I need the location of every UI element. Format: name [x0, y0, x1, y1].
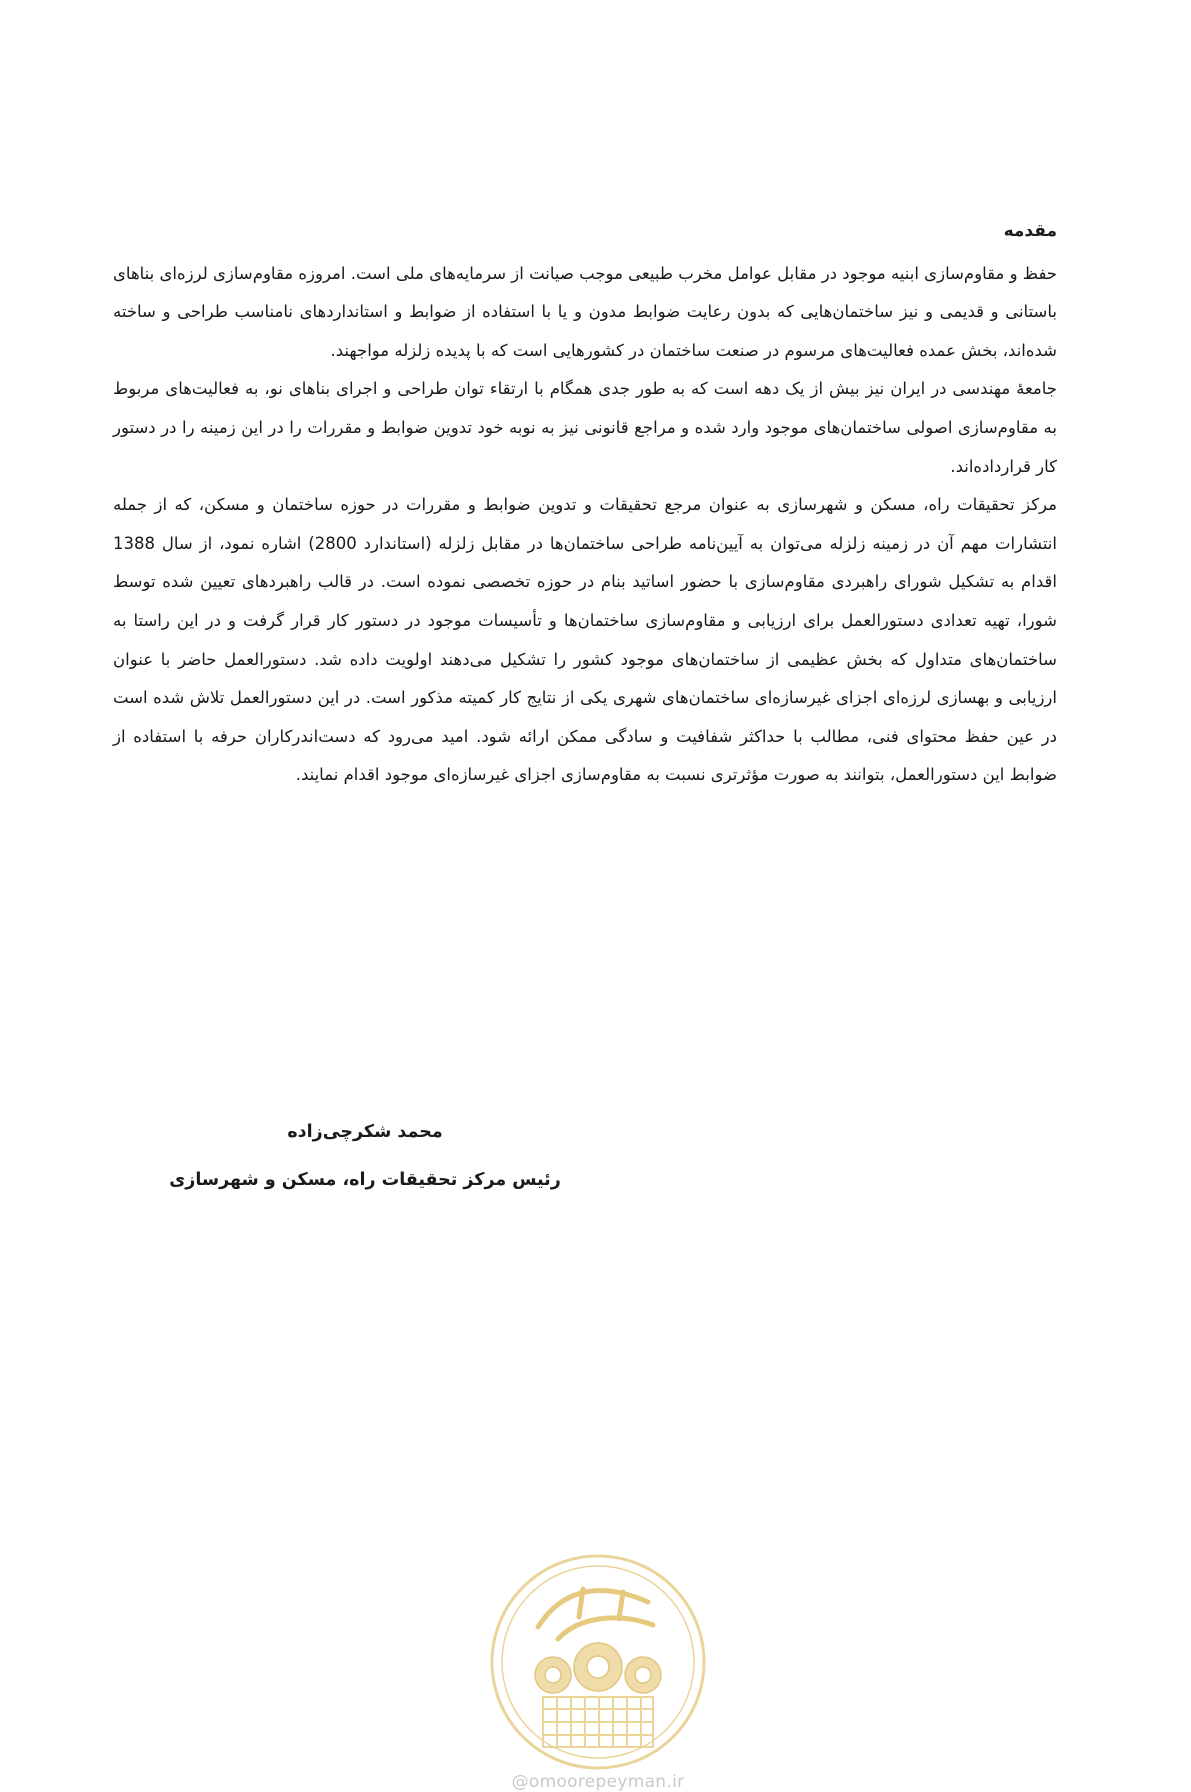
section-heading: مقدمه	[1003, 221, 1057, 241]
signatory-title: رئیس مرکز تحقیقات راه، مسکن و شهرسازی	[169, 1170, 561, 1190]
paragraph-3: مرکز تحقیقات راه، مسکن و شهرسازی به عنوان مرجع تحقیقات و تدوین ضوابط و مقررات در حوزه ساختمان و مسکن، که از جمله انتشارات مهم آن در زمینه زلزله می‌توان به آیین‌نامه طراحی ساختمان‌ها در مقابل زلزله (استاندارد 2800) اشاره نمود، از سال 1388 اقدام به تشکیل شورای راهبردی مقاوم‌سازی با حضور اساتید بنام در حوزه تخصصی نموده است. در قالب راهبردهای تعیین شده توسط شورا، تهیه تعدادی دستورالعمل برای ارزیابی و مقاوم‌سازی ساختمان‌ها و تأسیسات موجود در دستور کار قرار گرفت و در این راستا به ساختمان‌های متداول که بخش عظیمی از ساختمان‌های موجود کشور را تشکیل می‌دهند اولویت داده شد. دستورالعمل حاضر با عنوان ارزیابی و بهسازی لرزه‌ای اجزای غیرسازه‌ای ساختمان‌های شهری یکی از نتایج کار کمیته مذکور است. در این دستورالعمل تلاش شده است در عین حفظ محتوای فنی، مطالب با حداکثر شفافیت و سادگی ممکن ارائه شود. امید می‌رود که دست‌اندرکاران حرفه با استفاده از ضوابط این دستورالعمل، بتوانند به صورت مؤثرتری نسبت به مقاوم‌سازی اجزای غیرسازه‌ای موجود اقدام نمایند.	[113, 495, 1057, 785]
signatory-name: محمد شکرچی‌زاده	[287, 1122, 443, 1142]
watermark-url: @omoorepeyman.ir	[511, 1772, 685, 1792]
paragraph-1: حفظ و مقاوم‌سازی ابنیه موجود در مقابل عوامل مخرب طبیعی موجب صیانت از سرمایه‌های ملی است. امروزه مقاوم‌سازی لرزه‌ای بناهای باستانی و قدیمی و نیز ساختمان‌هایی که بدون رعایت ضوابط مدون و یا با استفاده از ضوابط و استانداردهای نامناسب طراحی و ساخته شده‌اند، بخش عمده فعالیت‌های مرسوم در صنعت ساختمان در کشورهایی است که با پدیده زلزله مواجهند.	[113, 263, 1057, 360]
document-body	[113, 212, 1057, 795]
watermark-seal-icon	[483, 1547, 713, 1777]
paragraph-2: جامعهٔ مهندسی در ایران نیز بیش از یک دهه است که به طور جدی همگام با ارتقاء توان طراحی و اجرای بناهای نو، به فعالیت‌های مربوط به مقاوم‌سازی اصولی ساختمان‌های موجود وارد شده و مراجع قانونی نیز به نوبه خود تدوین ضوابط و مقررات را در این زمینه را در دستور کار قرارداده‌اند.	[113, 379, 1057, 476]
signature-block	[150, 1108, 580, 1204]
